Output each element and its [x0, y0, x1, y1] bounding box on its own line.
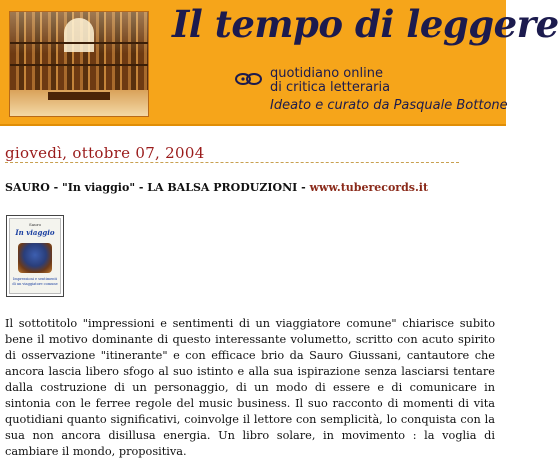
library-table [48, 92, 110, 100]
chain-link-icon [234, 70, 264, 88]
book-title: In viaggio [15, 228, 55, 237]
book-cover-image[interactable] [6, 215, 64, 297]
post-body: Il sottotitolo "impressioni e sentimenti di un viaggiatore comune" chiarisce subito bene il motivo dominante di questo interessante volumetto, scritto con acuto spirito di osservazione "itinerante" e con efficace brio da Sauro Giussani, cantautore che ancora lascia libero sfogo al suo istinto e alla sua ispirazione senza lasciarsi tentare dalla costruzione di un personaggio, di un modo di essere e di comunicare in sintonia con le ferree regole del music business. Il suo racconto di momenti di vita quotidiani quanto significativi, coinvolge il lettore con semplicità, lo conquista con la sua non ancora disillusa energia. Un libro solare, in movimento : la voglia di cambiare il mondo, propositiva. [5, 317, 495, 458]
post-title-link[interactable]: www.tuberecords.it [309, 181, 429, 194]
tagline-line-1: quotidiano online [270, 66, 383, 81]
library-window [64, 18, 94, 52]
curator-credit: Ideato e curato da Pasquale Bottone [270, 98, 508, 113]
shelf-line [10, 64, 148, 66]
shelf-line [10, 42, 148, 44]
post-title-text: SAURO - "In viaggio" - LA BALSA PRODUZIONI - [5, 181, 310, 194]
book-footer-line-2: di un viaggiatore comune [12, 282, 58, 286]
tagline-line-2: di critica letteraria [270, 80, 391, 95]
post-date: giovedì, ottobre 07, 2004 [5, 144, 205, 162]
book-author: Sauro [28, 222, 42, 227]
date-divider [5, 162, 459, 163]
site-header [0, 0, 559, 126]
book-cover [9, 218, 61, 294]
book-illustration [18, 243, 52, 273]
site-title[interactable]: Il tempo di leggere [172, 2, 559, 46]
post-title [5, 181, 428, 194]
library-image [9, 11, 149, 117]
book-footer-line-1: Impressioni e sentimenti [13, 277, 57, 281]
